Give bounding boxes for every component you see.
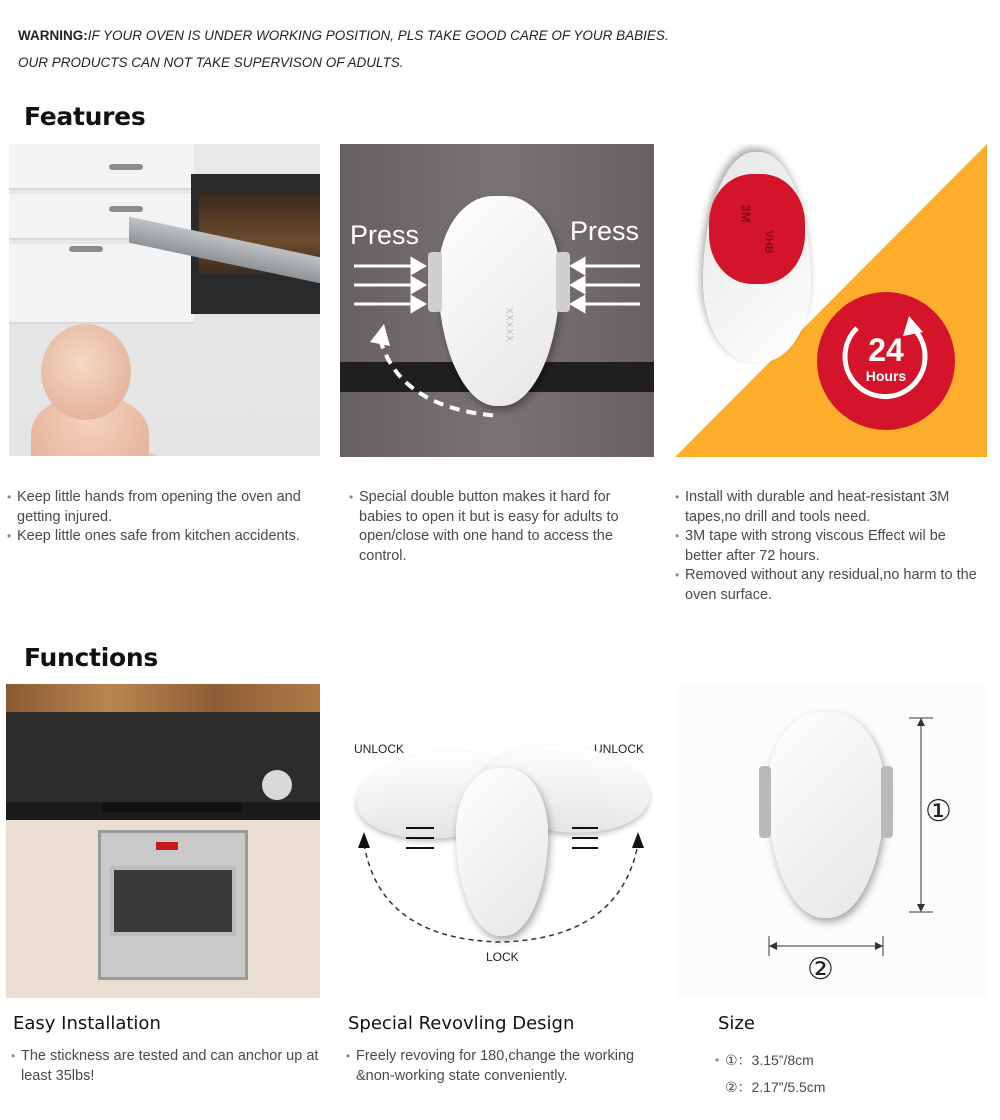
product-mark: XXXXX [504,307,515,343]
double-button-photo [340,144,654,457]
warning-label: WARNING: [18,28,88,43]
warning-notice [18,22,669,76]
cooktop [102,802,242,812]
dimension-lines-graphic [675,684,987,998]
drawer-handle [109,164,143,170]
function-2-bullets [347,1047,657,1086]
badge-unit: Hours [865,368,907,384]
tape-brand-mark: 3M [738,204,754,223]
revolving-diagram [340,684,654,998]
cabinet-drawer [9,244,194,324]
unlock-right-label: UNLOCK [594,742,645,756]
oven-display [156,842,178,850]
press-left-label: Press [350,220,420,250]
3m-tape-photo [675,144,987,457]
functions-title: Functions [24,643,158,672]
list-item: • The stickness are tested and can anchor up at least 35lbs! [12,1047,322,1086]
badge-number: 24 [868,332,904,368]
list-item: • 3M tape with strong viscous Effect wil be better after 72 hours. [676,527,986,566]
press-right-label: Press [570,216,640,246]
feature-2-bullets [350,488,650,566]
list-item: • ①：3.15”/8cm [716,1047,976,1074]
baby-oven-photo [9,144,320,456]
function-1-bullets [12,1047,322,1086]
size-diagram [675,684,987,998]
list-item: • Special double button makes it hard for babies to open it but is easy for adults to open/close with one hand to access the control. [350,488,650,566]
adhesive-pad [709,174,805,284]
warning-line-2: OUR PRODUCTS CAN NOT TAKE SUPERVISON OF ADULTS. [18,55,404,70]
wood-shelf [6,684,320,712]
easy-installation-title: Easy Installation [13,1013,161,1034]
dimension-marker-2: ② [807,952,834,987]
oven-window [110,866,236,936]
kettle [262,770,292,800]
size-bullets [716,1047,976,1101]
cabinet-drawer [9,144,194,190]
list-item: • Keep little ones safe from kitchen accidents. [8,527,328,547]
list-item: • Removed without any residual,no harm to the oven surface. [676,566,986,605]
features-title: Features [24,102,146,131]
feature-1-bullets [8,488,328,547]
feature-3-bullets [676,488,986,605]
left-press-button [428,252,442,312]
tape-brand-mark: VHB [762,230,775,254]
drawer-handle [109,206,143,212]
installed-oven-photo [6,684,320,998]
unlock-left-label: UNLOCK [354,742,405,756]
size-title: Size [718,1013,755,1034]
list-item: ②：2.17”/5.5cm [725,1079,826,1095]
right-press-button [556,252,570,312]
warning-line-1: WARNING:IF YOUR OVEN IS UNDER WORKING POSITION, PLS TAKE GOOD CARE OF YOUR BABIES. [18,28,669,43]
list-item: • Keep little hands from opening the oven and getting injured. [8,488,328,527]
baby-head [41,324,131,420]
drawer-handle [69,246,103,252]
rotation-arrows-graphic [340,684,654,998]
revolving-design-title: Special Revovling Design [348,1013,575,1034]
dimension-marker-1: ① [925,794,952,829]
lock-label: LOCK [486,950,519,964]
list-item: • Install with durable and heat-resistant 3M tapes,no drill and tools need. [676,488,986,527]
list-item: • Freely revoving for 180,change the working &non-working state conveniently. [347,1047,657,1086]
